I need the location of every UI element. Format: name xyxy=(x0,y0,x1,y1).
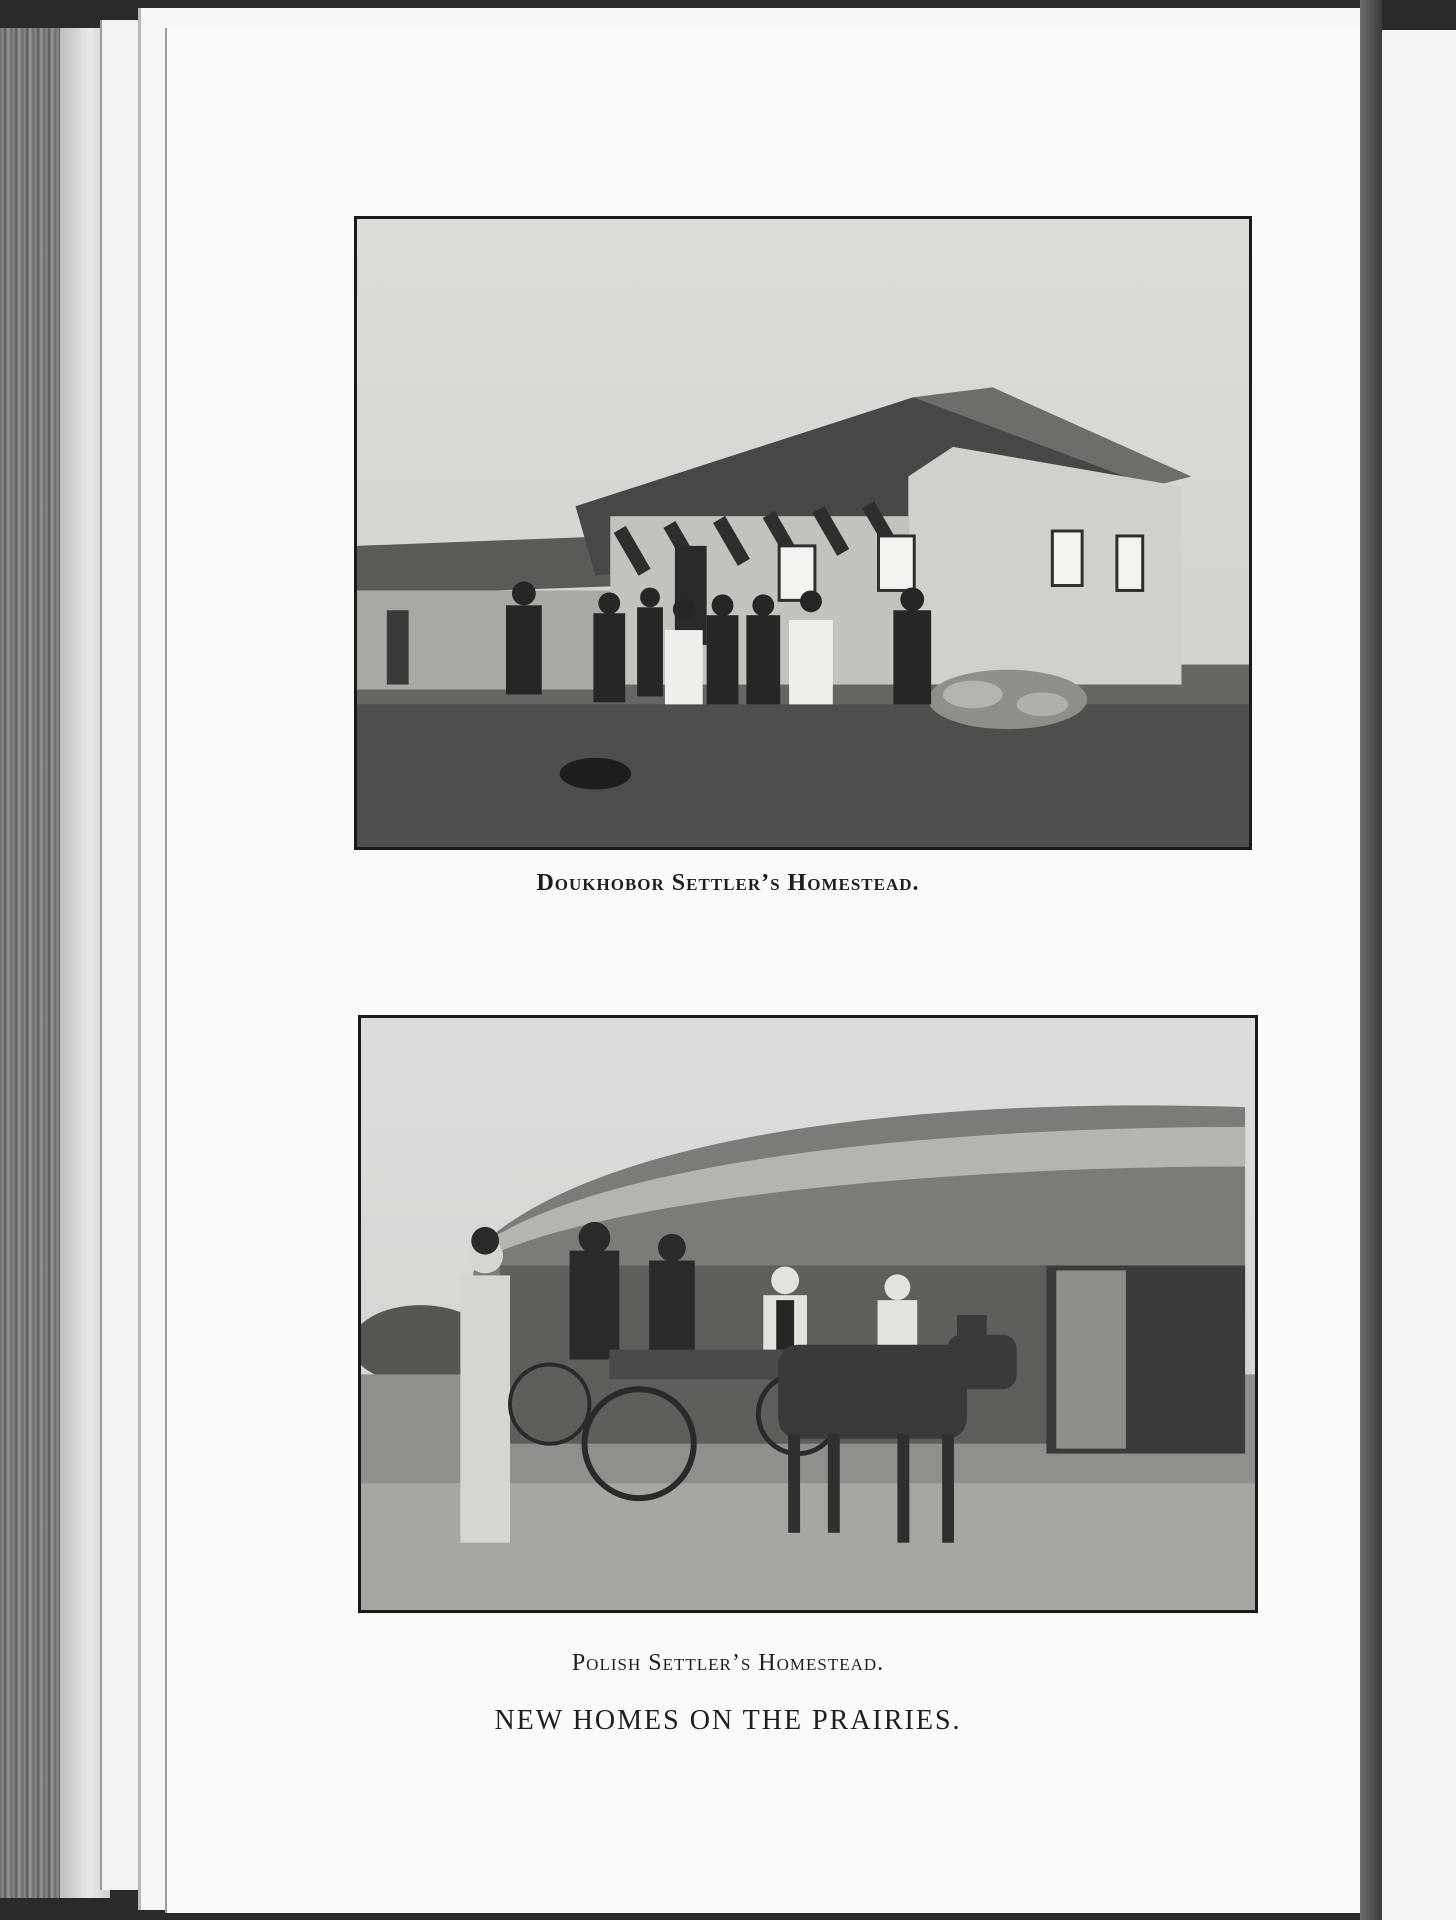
polish-homestead-photo xyxy=(358,1015,1258,1613)
book-gutter xyxy=(1360,0,1382,1920)
next-page-edge xyxy=(1382,30,1456,1920)
doukhobor-homestead-photo xyxy=(354,216,1252,850)
left-page-leaf xyxy=(100,20,142,1890)
photo-illustration xyxy=(357,219,1249,847)
photo-caption-polish: Polish Settler’s Homestead. xyxy=(571,1650,885,1676)
photo-illustration xyxy=(361,1018,1255,1610)
photo-caption-doukhobor: Doukhobor Settler’s Homestead. xyxy=(536,870,920,896)
page-title: NEW HOMES ON THE PRAIRIES. xyxy=(494,1705,962,1736)
